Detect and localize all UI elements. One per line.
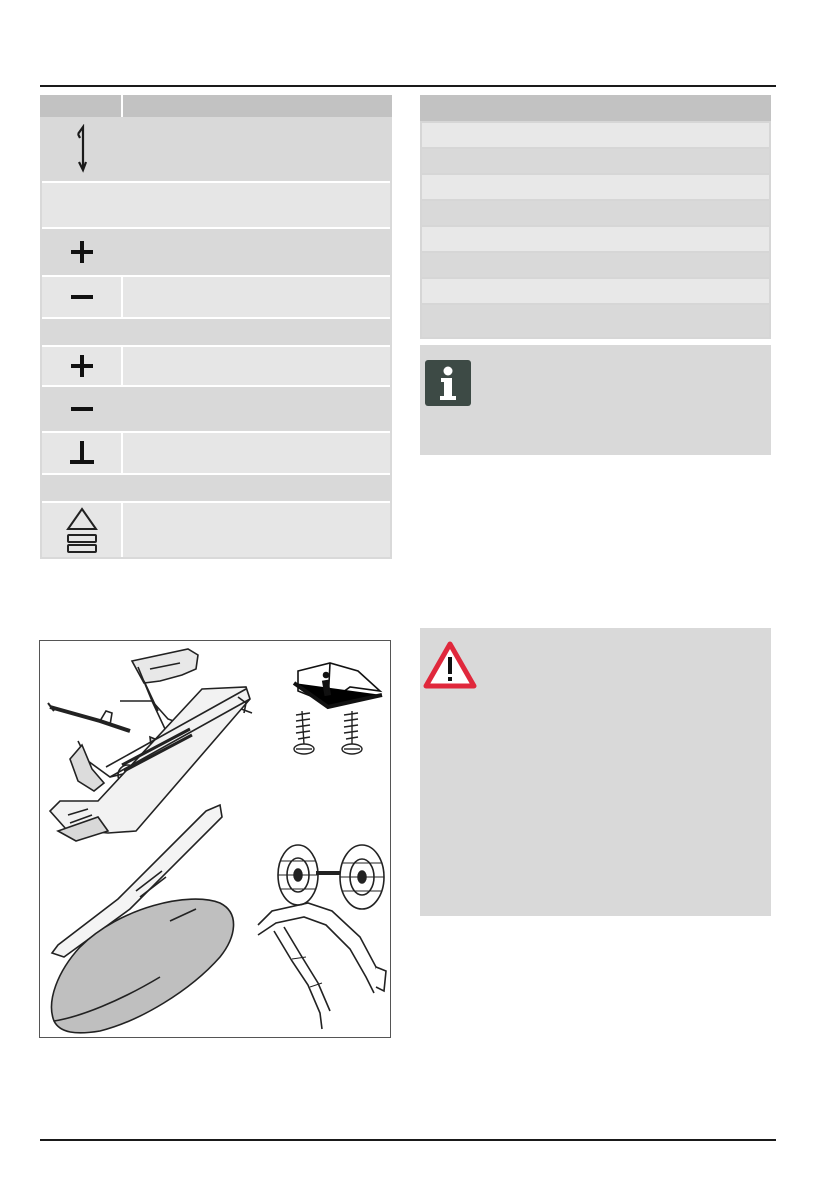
symbol-row-span-3 [42, 475, 390, 501]
manual-book [294, 663, 382, 707]
ground-icon [42, 433, 121, 473]
symbol-row-span [42, 183, 390, 227]
shoulder-strap [258, 903, 386, 1029]
symbol-row-span-2 [42, 319, 390, 345]
screws [294, 711, 362, 754]
symbol-row-plus [42, 229, 390, 275]
symbol-row-eject [42, 503, 390, 557]
symbol-table [40, 95, 392, 559]
collection-bag [52, 899, 234, 1033]
warning-triangle-icon [423, 641, 477, 689]
specs-row [422, 149, 769, 173]
specs-row [422, 305, 769, 337]
info-icon [425, 360, 471, 406]
specs-row [422, 201, 769, 225]
plus-icon [42, 229, 121, 275]
specs-row [422, 253, 769, 277]
specs-row [422, 227, 769, 251]
wheels [278, 845, 384, 909]
header-rule [40, 85, 776, 87]
specs-row [422, 175, 769, 199]
info-note [420, 345, 771, 455]
minus-icon [42, 387, 121, 431]
warning-note [420, 628, 771, 916]
eject-icon [42, 503, 121, 557]
specs-row [422, 123, 769, 147]
symbol-row-ground [42, 433, 390, 473]
symbol-table-header [40, 95, 392, 117]
parts-illustration [39, 640, 391, 1038]
specs-table [420, 95, 771, 339]
specs-row [422, 279, 769, 303]
symbol-row-up-down [42, 119, 390, 179]
specs-table-header [420, 95, 771, 121]
minus-icon [42, 277, 121, 317]
symbol-row-minus [42, 277, 390, 317]
symbol-row-minus-2 [42, 387, 390, 431]
symbol-row-plus-2 [42, 347, 390, 385]
up-down-arrow-icon [42, 119, 121, 179]
footer-rule [40, 1139, 776, 1141]
plus-icon [42, 347, 121, 385]
